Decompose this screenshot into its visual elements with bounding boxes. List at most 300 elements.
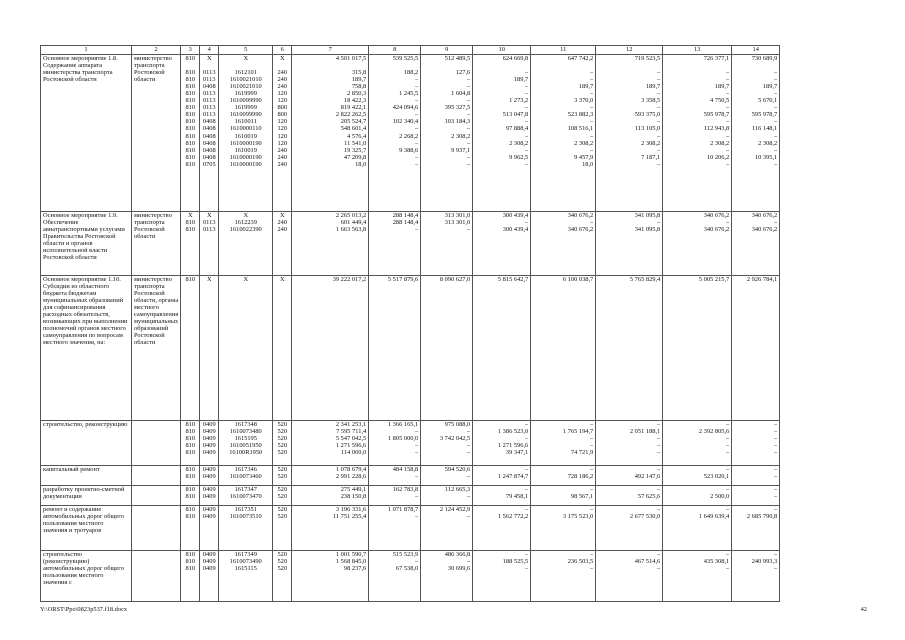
amount-value: – <box>590 118 594 126</box>
amount-value: – <box>774 466 778 473</box>
table-row <box>41 55 780 212</box>
code-value: 120 <box>277 118 288 126</box>
amount-value: 1 765 194,7 <box>562 428 594 436</box>
amount-cell <box>596 55 663 212</box>
classification-code-cell <box>273 212 292 276</box>
amount-value: 7 595 711,4 <box>336 428 367 436</box>
amount-value: 11 751 255,4 <box>332 513 367 521</box>
amount-cell <box>473 506 531 551</box>
code-value: 0408 <box>202 146 216 154</box>
amount-value: 2 265 013,2 <box>335 212 367 219</box>
amount-cell <box>473 466 531 486</box>
amount-value: 513 047,8 <box>502 111 529 119</box>
code-value: 800 <box>277 104 288 112</box>
amount-value: 300 439,4 <box>502 212 529 219</box>
amount-value: – <box>774 104 778 112</box>
amount-value <box>294 62 366 69</box>
amount-value: – <box>525 83 529 91</box>
code-value: 520 <box>277 513 288 521</box>
amount-value: 74 721,9 <box>570 449 594 457</box>
amount-cell <box>732 276 780 421</box>
amount-cell <box>531 486 596 506</box>
code-value: 0409 <box>202 428 216 436</box>
column-header: 11 <box>531 46 596 55</box>
amount-value: 4 750,5 <box>710 97 730 105</box>
amount-value: 189,7 <box>513 76 529 84</box>
amount-cell <box>369 421 421 466</box>
amount-cell <box>369 276 421 421</box>
amount-value: – <box>774 473 778 481</box>
amount-value: 189,7 <box>645 83 661 91</box>
amount-value: 112 665,3 <box>444 486 471 493</box>
amount-value: 341 095,8 <box>634 226 661 234</box>
classification-code-cell <box>181 506 200 551</box>
executor-cell <box>132 55 181 212</box>
code-value: 0409 <box>202 493 216 501</box>
amount-value: 1 071 878,7 <box>387 506 419 513</box>
classification-code-cell <box>200 551 219 602</box>
amount-value: 2 822 262,5 <box>335 111 367 119</box>
amount-value: 275 449,1 <box>340 486 367 493</box>
code-value: 800 <box>277 111 288 119</box>
amount-value: – <box>415 83 419 91</box>
amount-value: 9 457,9 <box>574 153 594 161</box>
code-value: 810 <box>185 449 196 457</box>
amount-value: – <box>774 219 778 227</box>
amount-value: – <box>415 449 419 457</box>
amount-cell <box>292 551 369 602</box>
amount-value: – <box>415 493 419 501</box>
amount-value: 313 301,0 <box>444 219 471 227</box>
code-value: 0113 <box>202 69 216 77</box>
amount-value: 3 196 331,6 <box>335 506 367 513</box>
amount-value: – <box>525 421 529 428</box>
classification-code-cell <box>200 421 219 466</box>
amount-value: – <box>657 104 661 112</box>
amount-cell <box>292 421 369 466</box>
amount-value: 205 524,7 <box>340 118 367 126</box>
amount-cell <box>473 486 531 506</box>
amount-value: – <box>590 132 594 140</box>
amount-value: 601 449,4 <box>340 219 367 227</box>
code-value: 520 <box>277 493 288 501</box>
code-value: 1610021010 <box>229 83 262 91</box>
amount-value: – <box>467 139 471 147</box>
amount-cell <box>292 506 369 551</box>
code-value: 0705 <box>202 160 216 168</box>
amount-value: – <box>774 442 778 450</box>
amount-value: 492 147,6 <box>634 473 661 481</box>
amount-value: 5 815 642,7 <box>497 276 529 283</box>
amount-value: 2 308,2 <box>710 139 730 147</box>
amount-value: 395 327,5 <box>444 104 471 112</box>
amount-value: – <box>657 486 661 493</box>
amount-value: – <box>774 132 778 140</box>
amount-value: – <box>726 486 730 493</box>
amount-value: 523 020,1 <box>703 473 730 481</box>
amount-value: – <box>726 69 730 77</box>
amount-value: 113 105,0 <box>634 125 661 133</box>
amount-value: – <box>467 473 471 481</box>
code-value: 0408 <box>202 125 216 133</box>
amount-value: 18,0 <box>582 160 594 168</box>
amount-cell <box>596 466 663 486</box>
amount-value: – <box>657 76 661 84</box>
amount-value: – <box>415 125 419 133</box>
amount-value: 719 523,5 <box>634 55 661 62</box>
amount-value: 39 347,1 <box>505 449 529 457</box>
amount-cell <box>663 276 732 421</box>
table-row <box>41 486 780 506</box>
amount-value: 189,7 <box>762 83 778 91</box>
code-value: 0409 <box>202 473 216 481</box>
code-value: 520 <box>277 449 288 457</box>
code-value: 0113 <box>202 97 216 105</box>
code-value: 810 <box>185 55 196 62</box>
amount-value: 8 090 627,0 <box>439 276 471 283</box>
code-value: 0409 <box>202 442 216 450</box>
amount-value: – <box>774 551 778 558</box>
code-value: 1610021010 <box>229 76 262 84</box>
amount-value: 2 341 253,1 <box>335 421 367 428</box>
amount-cell <box>732 55 780 212</box>
amount-value: 435 308,1 <box>703 558 730 566</box>
code-value: 1610051950 <box>229 442 262 450</box>
amount-value: 2 991 228,6 <box>335 473 367 481</box>
amount-value <box>665 62 729 69</box>
code-value: 16100R1950 <box>229 449 263 457</box>
amount-value: 1 271 596,6 <box>497 442 529 450</box>
amount-value: 726 377,1 <box>703 55 730 62</box>
amount-value: – <box>774 118 778 126</box>
amount-cell <box>473 276 531 421</box>
amount-value: 5 765 829,4 <box>629 276 661 283</box>
amount-value: 300 439,4 <box>502 226 529 234</box>
amount-cell <box>531 551 596 602</box>
amount-value: 512 489,5 <box>444 55 471 62</box>
code-value: 240 <box>277 226 288 234</box>
amount-value: 112 943,8 <box>703 125 730 133</box>
amount-value: 1 568 845,0 <box>335 558 367 566</box>
code-value: 0408 <box>202 118 216 126</box>
code-value: 120 <box>277 90 288 98</box>
code-value: 520 <box>277 506 288 513</box>
amount-value: 424 094,6 <box>392 104 419 112</box>
activity-name-cell <box>41 55 132 212</box>
amount-value: 2 500,0 <box>710 493 730 501</box>
amount-value: – <box>657 449 661 457</box>
code-value: 120 <box>277 139 288 147</box>
amount-value: – <box>774 435 778 443</box>
amount-cell <box>663 551 732 602</box>
activity-name: Основное мероприятие 1.9. Обеспечение авиатранспортными услугами Правительства Ростовской области и органов исполнительной власти Ростовской области <box>43 212 125 262</box>
code-value: 0409 <box>202 558 216 566</box>
amount-value: – <box>467 160 471 168</box>
amount-cell <box>732 486 780 506</box>
amount-value: – <box>657 118 661 126</box>
amount-value: 594 520,6 <box>444 466 471 473</box>
amount-value: 3 370,0 <box>574 97 594 105</box>
code-value: 810 <box>185 76 196 84</box>
code-value: 0113 <box>202 219 216 227</box>
classification-code-cell <box>219 466 273 486</box>
code-value: 0409 <box>202 449 216 457</box>
amount-value: 5 670,1 <box>758 97 778 105</box>
amount-value: – <box>415 97 419 105</box>
amount-value: 10 206,2 <box>706 153 730 161</box>
code-value: 0408 <box>202 132 216 140</box>
code-value: 240 <box>277 83 288 91</box>
column-header: 5 <box>219 46 273 55</box>
amount-cell <box>421 551 473 602</box>
code-value <box>202 62 216 69</box>
document-path: Y:\ORST\Ppo\0823p537.f18.docx <box>40 606 128 613</box>
column-header: 4 <box>200 46 219 55</box>
amount-value: – <box>467 442 471 450</box>
code-value: 520 <box>277 565 288 573</box>
amount-value: 2 926 784,1 <box>746 276 778 283</box>
amount-value: – <box>774 160 778 168</box>
code-value: 810 <box>185 125 196 133</box>
classification-code-cell <box>181 551 200 602</box>
amount-value: 288 148,4 <box>392 212 419 219</box>
activity-name: ремонт и содержание автомобильных дорог общего пользования местного значения и тротуаров <box>43 506 124 535</box>
amount-value: – <box>726 442 730 450</box>
amount-value: 18,0 <box>355 160 367 168</box>
amount-value: – <box>590 442 594 450</box>
amount-value: 30 699,6 <box>447 565 471 573</box>
code-value: 520 <box>277 442 288 450</box>
code-value: Х <box>279 55 285 62</box>
code-value: 810 <box>185 421 196 428</box>
activity-name-cell <box>41 421 132 466</box>
amount-value: – <box>525 565 529 573</box>
amount-value: 2 308,2 <box>451 132 471 140</box>
code-value: 0409 <box>202 466 216 473</box>
classification-code-cell <box>200 506 219 551</box>
executor-cell <box>132 506 181 551</box>
amount-value: 18 422,3 <box>343 97 367 105</box>
code-value: 1617349 <box>234 551 257 558</box>
code-value: 1610000110 <box>229 125 262 133</box>
classification-code-cell <box>219 486 273 506</box>
amount-value: – <box>657 435 661 443</box>
amount-value: – <box>657 442 661 450</box>
amount-cell <box>473 212 531 276</box>
code-value: 1612101 <box>234 69 257 77</box>
amount-value: – <box>657 132 661 140</box>
code-value: 810 <box>185 493 196 501</box>
code-value: 810 <box>185 506 196 513</box>
amount-value: 340 676,2 <box>703 226 730 234</box>
amount-value: 67 538,0 <box>395 565 419 573</box>
code-value: 520 <box>277 421 288 428</box>
activity-name-cell <box>41 506 132 551</box>
code-value: 1617346 <box>234 466 257 473</box>
amount-value: 114 069,0 <box>340 449 367 457</box>
code-value: 1610019 <box>234 132 257 140</box>
amount-value: 340 676,2 <box>703 212 730 219</box>
code-value: 240 <box>277 76 288 84</box>
classification-code-cell <box>219 212 273 276</box>
amount-cell <box>473 55 531 212</box>
amount-value: 2 308,2 <box>641 139 661 147</box>
code-value: Х <box>206 276 212 283</box>
amount-value: 5 547 042,5 <box>335 435 367 443</box>
amount-cell <box>369 55 421 212</box>
code-value: 1619999 <box>234 104 257 112</box>
column-header: 1 <box>41 46 132 55</box>
amount-cell <box>421 421 473 466</box>
code-value: 240 <box>277 153 288 161</box>
amount-value: – <box>657 160 661 168</box>
amount-cell <box>421 466 473 486</box>
code-value: 0408 <box>202 153 216 161</box>
amount-value: 523 882,3 <box>567 111 594 119</box>
amount-value <box>734 62 777 69</box>
amount-value: – <box>415 442 419 450</box>
amount-value: – <box>726 118 730 126</box>
amount-cell <box>421 276 473 421</box>
amount-value: – <box>590 551 594 558</box>
code-value: 810 <box>185 276 196 283</box>
amount-value: 10 395,1 <box>754 153 778 161</box>
amount-cell <box>369 486 421 506</box>
amount-value: – <box>415 513 419 521</box>
amount-value: – <box>525 506 529 513</box>
code-value: 810 <box>185 442 196 450</box>
code-value: 1610073460 <box>229 473 262 481</box>
amount-value: 340 676,2 <box>751 226 778 234</box>
amount-value: – <box>590 90 594 98</box>
amount-value: – <box>525 219 529 227</box>
code-value: 810 <box>185 118 196 126</box>
amount-cell <box>663 486 732 506</box>
amount-value: 758,8 <box>351 83 367 91</box>
amount-cell <box>292 55 369 212</box>
amount-value: 2 685 790,8 <box>746 513 778 521</box>
code-value: 520 <box>277 558 288 566</box>
amount-value: – <box>657 69 661 77</box>
executor-name: министерство транспорта Ростовской области <box>134 55 172 84</box>
amount-value: – <box>525 486 529 493</box>
amount-value: 4 501 017,5 <box>335 55 367 62</box>
amount-value: – <box>726 132 730 140</box>
amount-value: – <box>774 493 778 501</box>
amount-value: 1 273,2 <box>509 97 529 105</box>
amount-value: – <box>467 493 471 501</box>
classification-code-cell <box>219 421 273 466</box>
amount-value: – <box>467 76 471 84</box>
code-value: 810 <box>185 83 196 91</box>
amount-value: 624 669,8 <box>502 55 529 62</box>
amount-value <box>475 62 528 69</box>
amount-value: – <box>657 466 661 473</box>
amount-value: 288 148,4 <box>392 219 419 227</box>
code-value: 1617351 <box>234 506 257 513</box>
amount-value: – <box>525 69 529 77</box>
amount-value: – <box>726 90 730 98</box>
classification-code-cell <box>200 55 219 212</box>
amount-value: – <box>467 226 471 234</box>
code-value: 810 <box>185 153 196 161</box>
amount-value: 595 978,7 <box>703 111 730 119</box>
amount-value: – <box>525 160 529 168</box>
amount-value: – <box>774 428 778 436</box>
code-value: 810 <box>185 226 196 234</box>
amount-value: 313 301,0 <box>444 212 471 219</box>
code-value: 1610073480 <box>229 428 262 436</box>
amount-value: 127,6 <box>455 69 471 77</box>
amount-value: – <box>657 551 661 558</box>
amount-value: – <box>657 219 661 227</box>
code-value: 240 <box>277 219 288 227</box>
amount-cell <box>732 212 780 276</box>
amount-value: 340 676,2 <box>567 212 594 219</box>
column-header: 13 <box>663 46 732 55</box>
code-value: 0113 <box>202 226 216 234</box>
amount-cell <box>292 212 369 276</box>
code-value: 1610073510 <box>229 513 262 521</box>
code-value: 810 <box>185 219 196 227</box>
code-value: 0409 <box>202 486 216 493</box>
amount-value <box>423 62 470 69</box>
amount-value: 4 576,4 <box>347 132 367 140</box>
amount-value: 1 604,8 <box>451 90 471 98</box>
amount-value: 2 308,2 <box>509 139 529 147</box>
amount-value: – <box>525 118 529 126</box>
amount-value: – <box>525 146 529 154</box>
amount-value: 9 937,1 <box>451 146 471 154</box>
amount-value: – <box>774 90 778 98</box>
amount-value: 2 392 805,6 <box>698 428 730 436</box>
code-value: 810 <box>185 551 196 558</box>
table-row <box>41 466 780 486</box>
activity-name-cell <box>41 486 132 506</box>
classification-code-cell <box>200 466 219 486</box>
code-value <box>183 62 197 69</box>
amount-value: 647 742,2 <box>567 55 594 62</box>
amount-value: – <box>467 125 471 133</box>
code-value: 810 <box>185 565 196 573</box>
code-value: 120 <box>277 125 288 133</box>
code-value: 0409 <box>202 551 216 558</box>
classification-code-cell <box>273 466 292 486</box>
column-header: 12 <box>596 46 663 55</box>
amount-value: 116 148,1 <box>751 125 778 133</box>
classification-code-cell <box>181 486 200 506</box>
amount-value: – <box>590 435 594 443</box>
amount-cell <box>663 421 732 466</box>
amount-cell <box>596 212 663 276</box>
amount-value: – <box>590 565 594 573</box>
code-value: 0113 <box>202 76 216 84</box>
amount-value: – <box>774 506 778 513</box>
activity-name: Основное мероприятие 1.8. Содержание аппарата министерства транспорта Ростовской области <box>43 55 118 84</box>
amount-value: 341 095,8 <box>634 212 661 219</box>
code-value: 810 <box>185 466 196 473</box>
executor-cell <box>132 276 181 421</box>
executor-cell <box>132 421 181 466</box>
amount-value: – <box>467 513 471 521</box>
classification-code-cell <box>200 212 219 276</box>
amount-value: – <box>657 565 661 573</box>
amount-value: 340 676,2 <box>751 212 778 219</box>
amount-value: 189,7 <box>578 83 594 91</box>
amount-value: 484 158,8 <box>392 466 419 473</box>
amount-value: 730 689,9 <box>751 55 778 62</box>
amount-value: – <box>726 466 730 473</box>
